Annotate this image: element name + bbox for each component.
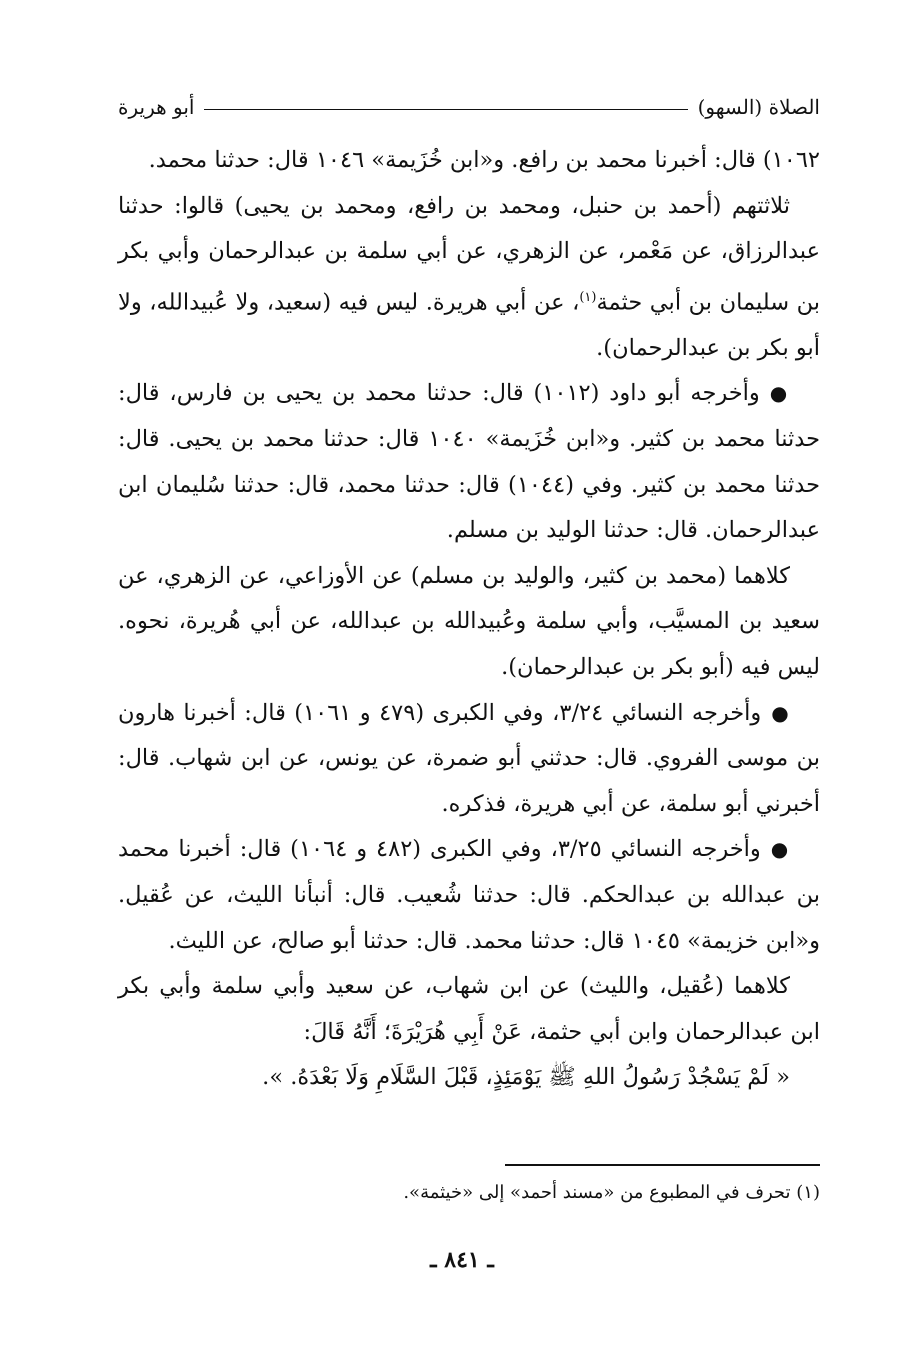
- paragraph-2-tail: ، عن أبي هريرة. ليس فيه (سعيد، ولا عُبيدالله، ولا أبو بكر بن عبدالرحمان).: [118, 289, 820, 361]
- hadith-text: « لَمْ يَسْجُدْ رَسُولُ اللهِ ﷺ يَوْمَئِذٍ، قَبْلَ السَّلَامِ وَلَا بَعْدَهُ. ».: [262, 1064, 790, 1091]
- paragraph-5-text: وأخرجه النسائي ٣/٢٤، وفي الكبرى (٤٧٩ و ١٠٦١) قال: أخبرنا هارون بن موسى الفروي. قال: حدثني أبو ضمرة، عن يونس، عن ابن شهاب. قال: أخبرني أبو سلمة، عن أبي هريرة، فذكره.: [118, 699, 820, 817]
- header-section-title: الصلاة (السهو): [697, 95, 820, 119]
- bullet-icon: ●: [771, 700, 791, 725]
- paragraph-2: [118, 184, 820, 372]
- header-rule: [204, 109, 687, 110]
- footnote-marker[interactable]: (١): [579, 289, 597, 305]
- footnote-separator: [505, 1164, 820, 1166]
- footnote: (١) تحرف في المطبوع من «مسند أحمد» إلى «خيثمة».: [403, 1182, 820, 1203]
- bullet-icon: ●: [769, 381, 790, 406]
- paragraph-4-text: كلاهما (محمد بن كثير، والوليد بن مسلم) عن الأوزاعي، عن الزهري، عن سعيد بن المسيَّب، وأبي سلمة وعُبيدالله بن عبدالله، عن أبي هُريرة، نحوه. ليس فيه (أبو بكر بن عبدالرحمان).: [118, 562, 820, 681]
- paragraph-6-text: وأخرجه النسائي ٣/٢٥، وفي الكبرى (٤٨٢ و ١٠٦٤) قال: أخبرنا محمد بن عبدالله بن عبدالحكم. قال: حدثنا شُعيب. قال: أنبأنا الليث، عن عُقيل. و«ابن خزيمة» ١٠٤٥ قال: حدثنا محمد. قال: حدثنا أبو صالح، عن الليث.: [118, 836, 820, 954]
- paragraph-6: [118, 827, 820, 964]
- paragraph-5: [118, 691, 820, 828]
- paragraph-2-text: ثلاثتهم (أحمد بن حنبل، ومحمد بن رافع، ومحمد بن يحيى) قالوا: حدثنا عبدالرزاق، عن مَعْمر، عن الزهري، عن أبي سلمة بن عبدالرحمان وأبي بكر بن سليمان بن أبي حثمة: [118, 192, 820, 316]
- paragraph-3: [118, 371, 820, 553]
- paragraph-1: ١٠٦٢) قال: أخبرنا محمد بن رافع. و«ابن خُزَيمة» ١٠٤٦ قال: حدثنا محمد.: [148, 147, 820, 173]
- page-number: ـ ٨٤١ ـ: [430, 1247, 494, 1273]
- bullet-icon: ●: [770, 837, 791, 862]
- paragraph-7: [118, 964, 820, 1055]
- main-text: [118, 138, 820, 1101]
- paragraph-7-text: كلاهما (عُقيل، والليث) عن ابن شهاب، عن سعيد وأبي سلمة وأبي بكر ابن عبدالرحمان وابن أبي حثمة، عَنْ أَبِي هُرَيْرَةَ؛ أَنَّهُ قَالَ:: [118, 973, 820, 1045]
- header-narrator-title: أبو هريرة: [118, 95, 195, 119]
- paragraph-3-text: وأخرجه أبو داود (١٠١٢) قال: حدثنا محمد بن يحيى بن فارس، قال: حدثنا محمد بن كثير. و«ابن خُزَيمة» ١٠٤٠ قال: حدثنا محمد بن يحيى. قال: حدثنا محمد بن كثير. وفي (١٠٤٤) قال: حدثنا محمد، قال: حدثنا سُليمان ابن عبدالرحمان. قال: حدثنا الوليد بن مسلم.: [118, 380, 821, 544]
- running-header: [118, 92, 820, 122]
- paragraph-4: [118, 554, 820, 691]
